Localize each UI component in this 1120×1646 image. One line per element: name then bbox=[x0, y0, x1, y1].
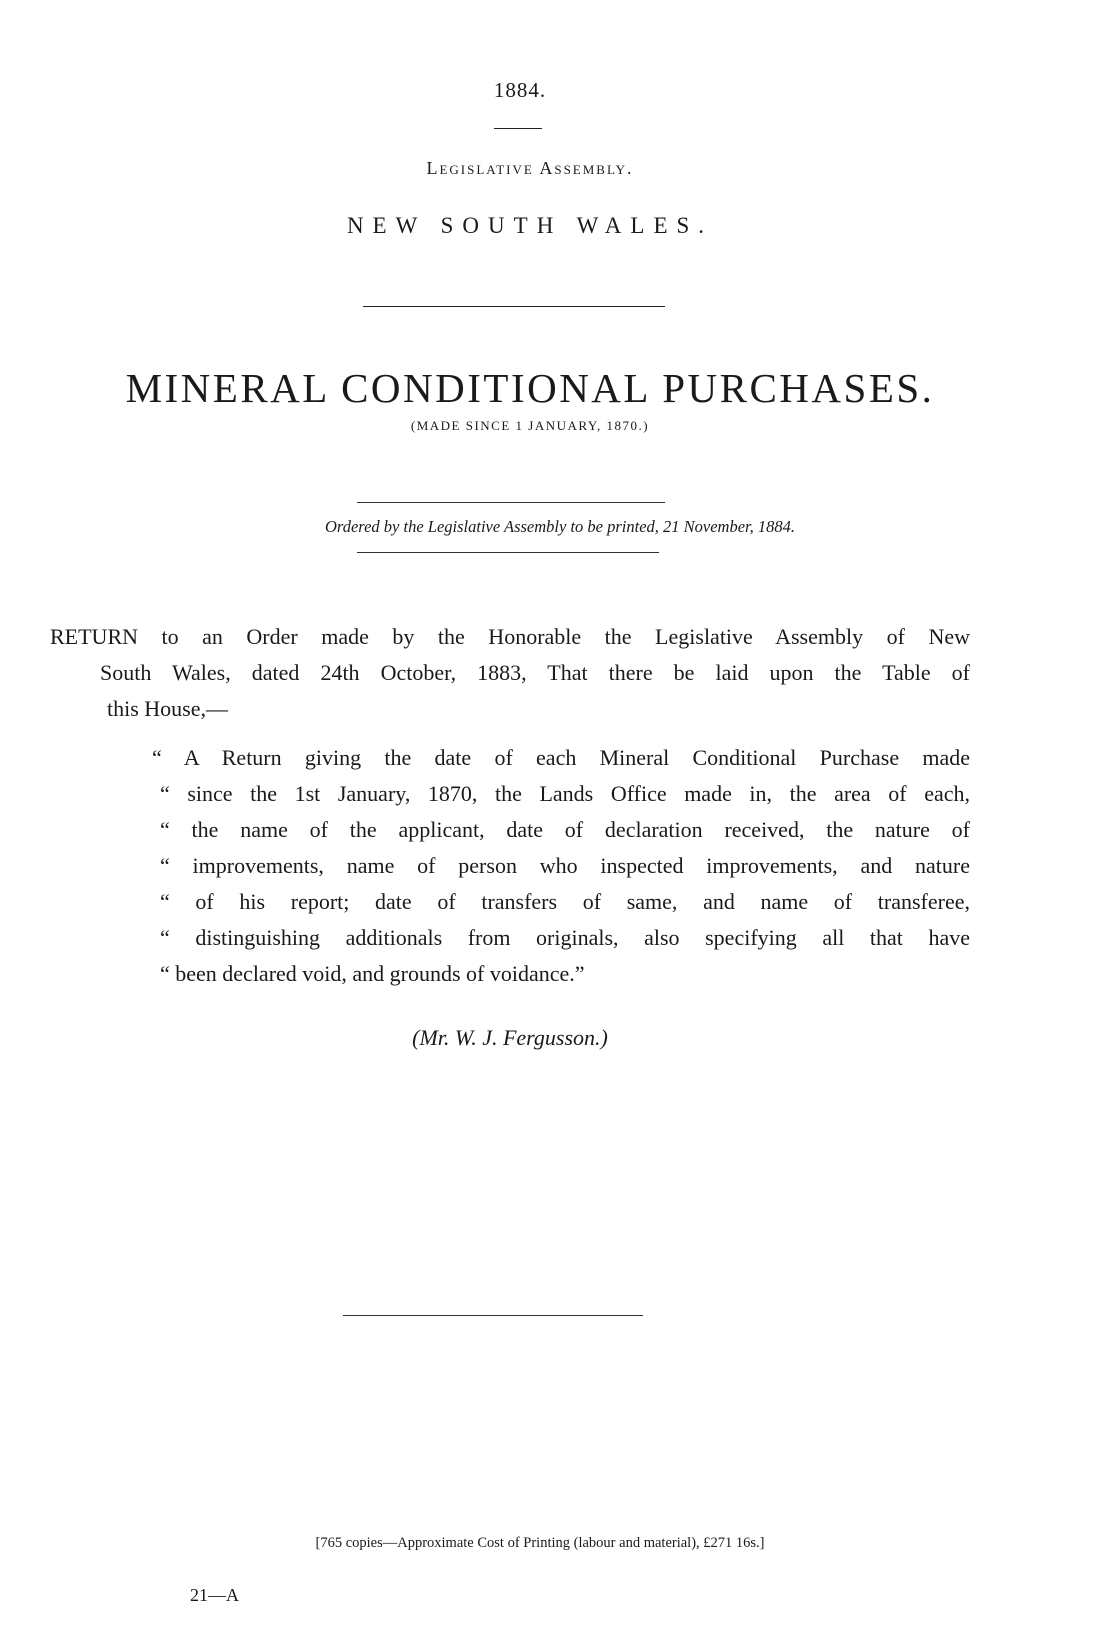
printing-cost-note: [765 copies—Approximate Cost of Printing (labour and material), £271 16s.] bbox=[315, 1535, 765, 1551]
quote-line: “ the name of the applicant, date of declaration received, the nature of bbox=[160, 817, 970, 842]
divider bbox=[343, 1315, 643, 1316]
year: 1884. bbox=[493, 78, 547, 102]
quote-line: “ of his report; date of transfers of same, and name of transferee, bbox=[160, 889, 970, 914]
divider bbox=[357, 502, 665, 503]
divider bbox=[494, 128, 542, 129]
return-line: this House,— bbox=[107, 696, 228, 721]
colony-heading: NEW SOUTH WALES. bbox=[346, 213, 714, 238]
quote-line: “ distinguishing additionals from originals, also specifying all that have bbox=[160, 925, 970, 950]
quote-line: “ since the 1st January, 1870, the Lands Office made in, the area of each, bbox=[160, 781, 970, 806]
document-subtitle: (MADE SINCE 1 JANUARY, 1870.) bbox=[410, 418, 650, 433]
assembly-heading: Legislative Assembly. bbox=[426, 158, 634, 178]
document-title: MINERAL CONDITIONAL PURCHASES. bbox=[125, 365, 935, 411]
divider bbox=[363, 306, 665, 307]
return-line: RETURN to an Order made by the Honorable the Legislative Assembly of New bbox=[50, 624, 970, 649]
document-id: 21—A bbox=[190, 1585, 239, 1605]
divider bbox=[357, 552, 659, 553]
mover-name: (Mr. W. J. Fergusson.) bbox=[412, 1025, 608, 1050]
printing-order: Ordered by the Legislative Assembly to be printed, 21 November, 1884. bbox=[324, 517, 796, 536]
quote-line: “ A Return giving the date of each Mineral Conditional Purchase made bbox=[152, 745, 970, 770]
return-line: South Wales, dated 24th October, 1883, That there be laid upon the Table of bbox=[100, 660, 970, 685]
quote-line: “ improvements, name of person who inspected improvements, and nature bbox=[160, 853, 970, 878]
quote-line: “ been declared void, and grounds of voidance.” bbox=[160, 961, 585, 986]
